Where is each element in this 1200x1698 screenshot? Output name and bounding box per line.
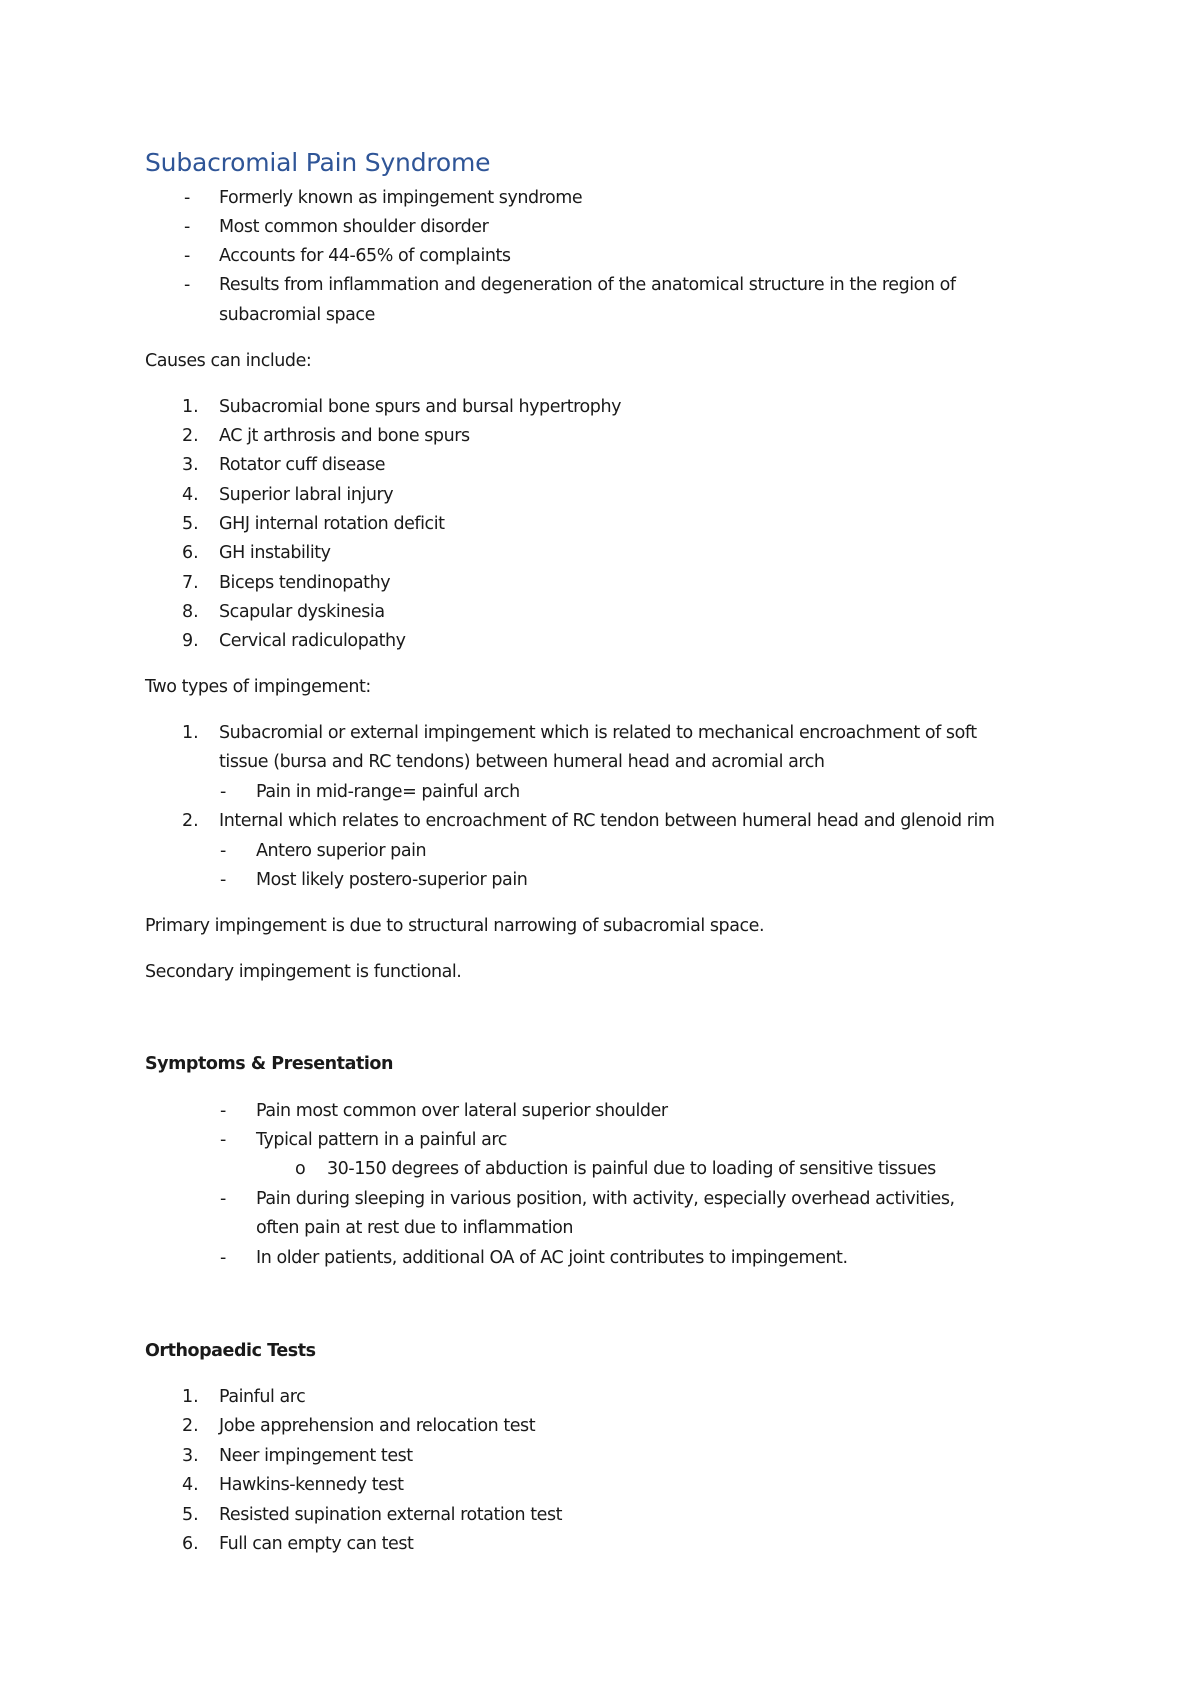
list-item: Most common shoulder disorder <box>219 217 489 237</box>
bullet-marker: - <box>184 217 191 237</box>
list-item: Results from inflammation and degeneration of the anatomical structure in the region of <box>219 275 956 295</box>
list-item: Superior labral injury <box>219 485 394 505</box>
bullet-marker: - <box>220 1248 227 1268</box>
sub-bullet-marker: o <box>295 1159 306 1179</box>
sub-list-item: Most likely postero-superior pain <box>256 870 528 890</box>
bullet-marker: - <box>184 246 191 266</box>
list-number: 6. <box>182 543 199 563</box>
list-item: Pain during sleeping in various position, with activity, especially overhead activities, <box>256 1189 955 1209</box>
bullet-marker: - <box>220 870 227 890</box>
primary-paragraph: Primary impingement is due to structural narrowing of subacromial space. <box>145 916 765 936</box>
list-number: 3. <box>182 455 199 475</box>
list-item: Cervical radiculopathy <box>219 631 406 651</box>
list-item: Hawkins-kennedy test <box>219 1475 404 1495</box>
list-item: Full can empty can test <box>219 1534 414 1554</box>
list-number: 5. <box>182 1505 199 1525</box>
list-item: Rotator cuff disease <box>219 455 386 475</box>
list-item: Formerly known as impingement syndrome <box>219 188 583 208</box>
list-number: 6. <box>182 1534 199 1554</box>
list-number: 1. <box>182 397 199 417</box>
list-number: 1. <box>182 1387 199 1407</box>
list-number: 4. <box>182 1475 199 1495</box>
list-item-continuation: often pain at rest due to inflammation <box>256 1218 574 1238</box>
list-number: 3. <box>182 1446 199 1466</box>
sub-list-item: Antero superior pain <box>256 841 427 861</box>
list-number: 2. <box>182 426 199 446</box>
list-item: Painful arc <box>219 1387 306 1407</box>
bullet-marker: - <box>184 275 191 295</box>
list-item: Biceps tendinopathy <box>219 573 391 593</box>
list-number: 2. <box>182 811 199 831</box>
bullet-marker: - <box>220 782 227 802</box>
bullet-marker: - <box>220 1189 227 1209</box>
list-number: 1. <box>182 723 199 743</box>
list-number: 7. <box>182 573 199 593</box>
list-item: Scapular dyskinesia <box>219 602 385 622</box>
list-item: Typical pattern in a painful arc <box>256 1130 507 1150</box>
page-title: Subacromial Pain Syndrome <box>145 148 491 177</box>
symptoms-heading: Symptoms & Presentation <box>145 1054 393 1074</box>
sub-list-item: Pain in mid-range= painful arch <box>256 782 520 802</box>
sub-list-item: 30-150 degrees of abduction is painful due to loading of sensitive tissues <box>327 1159 936 1179</box>
list-item: Subacromial bone spurs and bursal hypertrophy <box>219 397 622 417</box>
list-item: Neer impingement test <box>219 1446 413 1466</box>
list-item: Resisted supination external rotation test <box>219 1505 563 1525</box>
bullet-marker: - <box>220 841 227 861</box>
types-heading: Two types of impingement: <box>145 677 371 697</box>
bullet-marker: - <box>184 188 191 208</box>
list-item: GH instability <box>219 543 331 563</box>
list-item: In older patients, additional OA of AC joint contributes to impingement. <box>256 1248 848 1268</box>
list-item: Subacromial or external impingement which is related to mechanical encroachment of soft <box>219 723 977 743</box>
list-item: Jobe apprehension and relocation test <box>219 1416 536 1436</box>
list-item: Internal which relates to encroachment of RC tendon between humeral head and glenoid rim <box>219 811 995 831</box>
causes-heading: Causes can include: <box>145 351 312 371</box>
list-number: 9. <box>182 631 199 651</box>
bullet-marker: - <box>220 1130 227 1150</box>
list-item-continuation: tissue (bursa and RC tendons) between humeral head and acromial arch <box>219 752 825 772</box>
list-number: 5. <box>182 514 199 534</box>
list-number: 8. <box>182 602 199 622</box>
list-item: Accounts for 44-65% of complaints <box>219 246 511 266</box>
list-item-continuation: subacromial space <box>219 305 375 325</box>
list-item: AC jt arthrosis and bone spurs <box>219 426 470 446</box>
list-number: 2. <box>182 1416 199 1436</box>
list-item: GHJ internal rotation deficit <box>219 514 445 534</box>
ortho-heading: Orthopaedic Tests <box>145 1341 316 1361</box>
list-number: 4. <box>182 485 199 505</box>
secondary-paragraph: Secondary impingement is functional. <box>145 962 462 982</box>
list-item: Pain most common over lateral superior shoulder <box>256 1101 668 1121</box>
bullet-marker: - <box>220 1101 227 1121</box>
